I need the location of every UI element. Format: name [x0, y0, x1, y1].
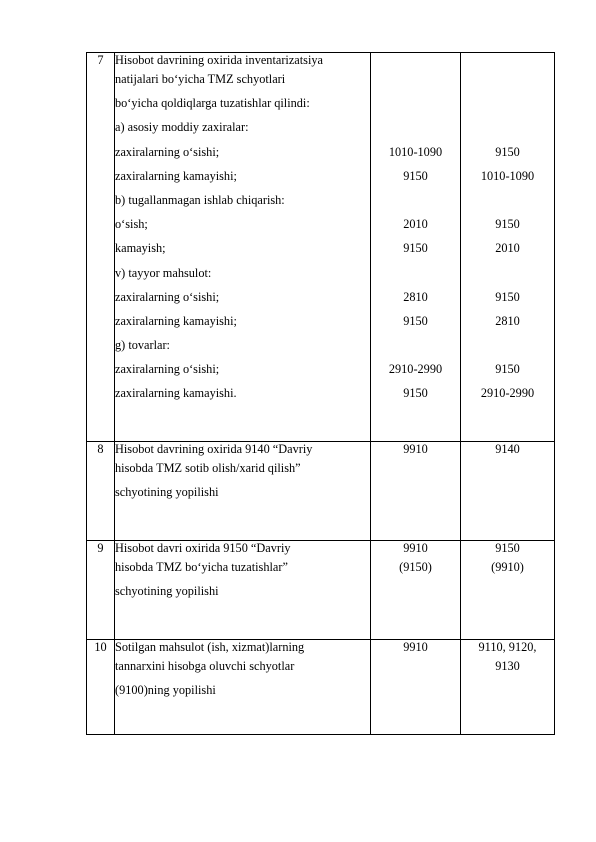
credit-line: 1010-1090	[480, 168, 535, 183]
description-line: zaxiralarning kamayishi;	[115, 168, 237, 183]
debit-line	[371, 115, 460, 139]
description-line: kamayish;	[115, 241, 166, 256]
credit-line: 9150	[495, 144, 520, 159]
table-row	[87, 53, 555, 442]
description-line: schyotining yopilishi	[115, 485, 219, 500]
credit-line: (9910)	[491, 560, 524, 574]
debit-account	[371, 53, 461, 442]
description-line: zaxiralarning o‘sishi;	[115, 144, 220, 159]
description-line: v) tayyor mahsulot:	[115, 265, 212, 280]
debit-line	[371, 53, 460, 67]
debit-line: 9150	[403, 168, 428, 183]
row-number: 9	[87, 541, 115, 640]
credit-line	[461, 67, 554, 91]
debit-account	[371, 541, 461, 640]
debit-line	[371, 333, 460, 357]
operation-description	[115, 442, 371, 541]
debit-line: 2910-2990	[388, 362, 443, 377]
credit-line: 9150	[495, 217, 520, 232]
credit-line: 9140	[495, 442, 520, 456]
credit-line	[461, 261, 554, 285]
description-line: b) tugallanmagan ishlab chiqarish:	[115, 192, 285, 207]
credit-line: 2010	[495, 241, 520, 256]
debit-account	[371, 640, 461, 735]
debit-line	[371, 261, 460, 285]
credit-line: 2910-2990	[480, 386, 535, 401]
description-line: schyotining yopilishi	[115, 584, 219, 599]
debit-line: 2810	[403, 289, 428, 304]
table-row	[87, 541, 555, 640]
credit-line: 9150	[495, 362, 520, 377]
debit-line	[371, 188, 460, 212]
description-line: bo‘yicha qoldiqlarga tuzatishlar qilindi:	[115, 96, 310, 111]
debit-line: 9150	[403, 241, 428, 256]
description-line: Hisobot davri oxirida 9150 “Davriy	[115, 541, 291, 555]
credit-account	[461, 541, 555, 640]
credit-account	[461, 53, 555, 442]
credit-line	[461, 91, 554, 115]
operation-description	[115, 53, 371, 442]
description-line: tannarxini hisobga oluvchi schyotlar	[115, 659, 295, 673]
description-line: zaxiralarning kamayishi.	[115, 386, 237, 401]
description-line: hisobda TMZ sotib olish/xarid qilish”	[115, 461, 301, 475]
credit-account	[461, 442, 555, 541]
description-line: Sotilgan mahsulot (ish, xizmat)larning	[115, 640, 305, 654]
description-line: (9100)ning yopilishi	[115, 683, 216, 698]
journal-entries-table	[86, 52, 555, 735]
debit-line: 9150	[403, 313, 428, 328]
description-line: zaxiralarning o‘sishi;	[115, 289, 220, 304]
debit-line: (9150)	[399, 560, 432, 574]
operation-description	[115, 640, 371, 735]
debit-line: 1010-1090	[388, 144, 443, 159]
debit-line	[371, 67, 460, 91]
table-row	[87, 640, 555, 735]
credit-account	[461, 640, 555, 735]
credit-line	[461, 333, 554, 357]
credit-line	[461, 53, 554, 67]
row-number: 8	[87, 442, 115, 541]
debit-line: 9150	[403, 386, 428, 401]
credit-line: 9130	[495, 659, 520, 673]
description-line: natijalari bo‘yicha TMZ schyotlari	[115, 72, 286, 86]
debit-line: 9910	[403, 640, 428, 654]
description-line: g) tovarlar:	[115, 338, 170, 353]
credit-line: 9110, 9120,	[478, 640, 537, 654]
row-number: 10	[87, 640, 115, 735]
row-number: 7	[87, 53, 115, 442]
journal-entries-body	[87, 53, 555, 735]
debit-line	[371, 91, 460, 115]
description-line: zaxiralarning kamayishi;	[115, 313, 237, 328]
credit-line: 9150	[495, 289, 520, 304]
debit-line: 2010	[403, 217, 428, 232]
credit-line	[461, 188, 554, 212]
description-line: hisobda TMZ bo‘yicha tuzatishlar”	[115, 560, 288, 574]
credit-line	[461, 115, 554, 139]
description-line: zaxiralarning o‘sishi;	[115, 362, 220, 377]
credit-line: 2810	[495, 313, 520, 328]
description-line: Hisobot davrining oxirida 9140 “Davriy	[115, 442, 313, 456]
debit-account	[371, 442, 461, 541]
table-row	[87, 442, 555, 541]
credit-line: 9150	[495, 541, 520, 555]
description-line: a) asosiy moddiy zaxiralar:	[115, 120, 249, 135]
debit-line: 9910	[403, 442, 428, 456]
description-line: Hisobot davrining oxirida inventarizatsiya	[115, 53, 323, 67]
debit-line: 9910	[403, 541, 428, 555]
operation-description	[115, 541, 371, 640]
description-line: o‘sish;	[115, 217, 148, 232]
